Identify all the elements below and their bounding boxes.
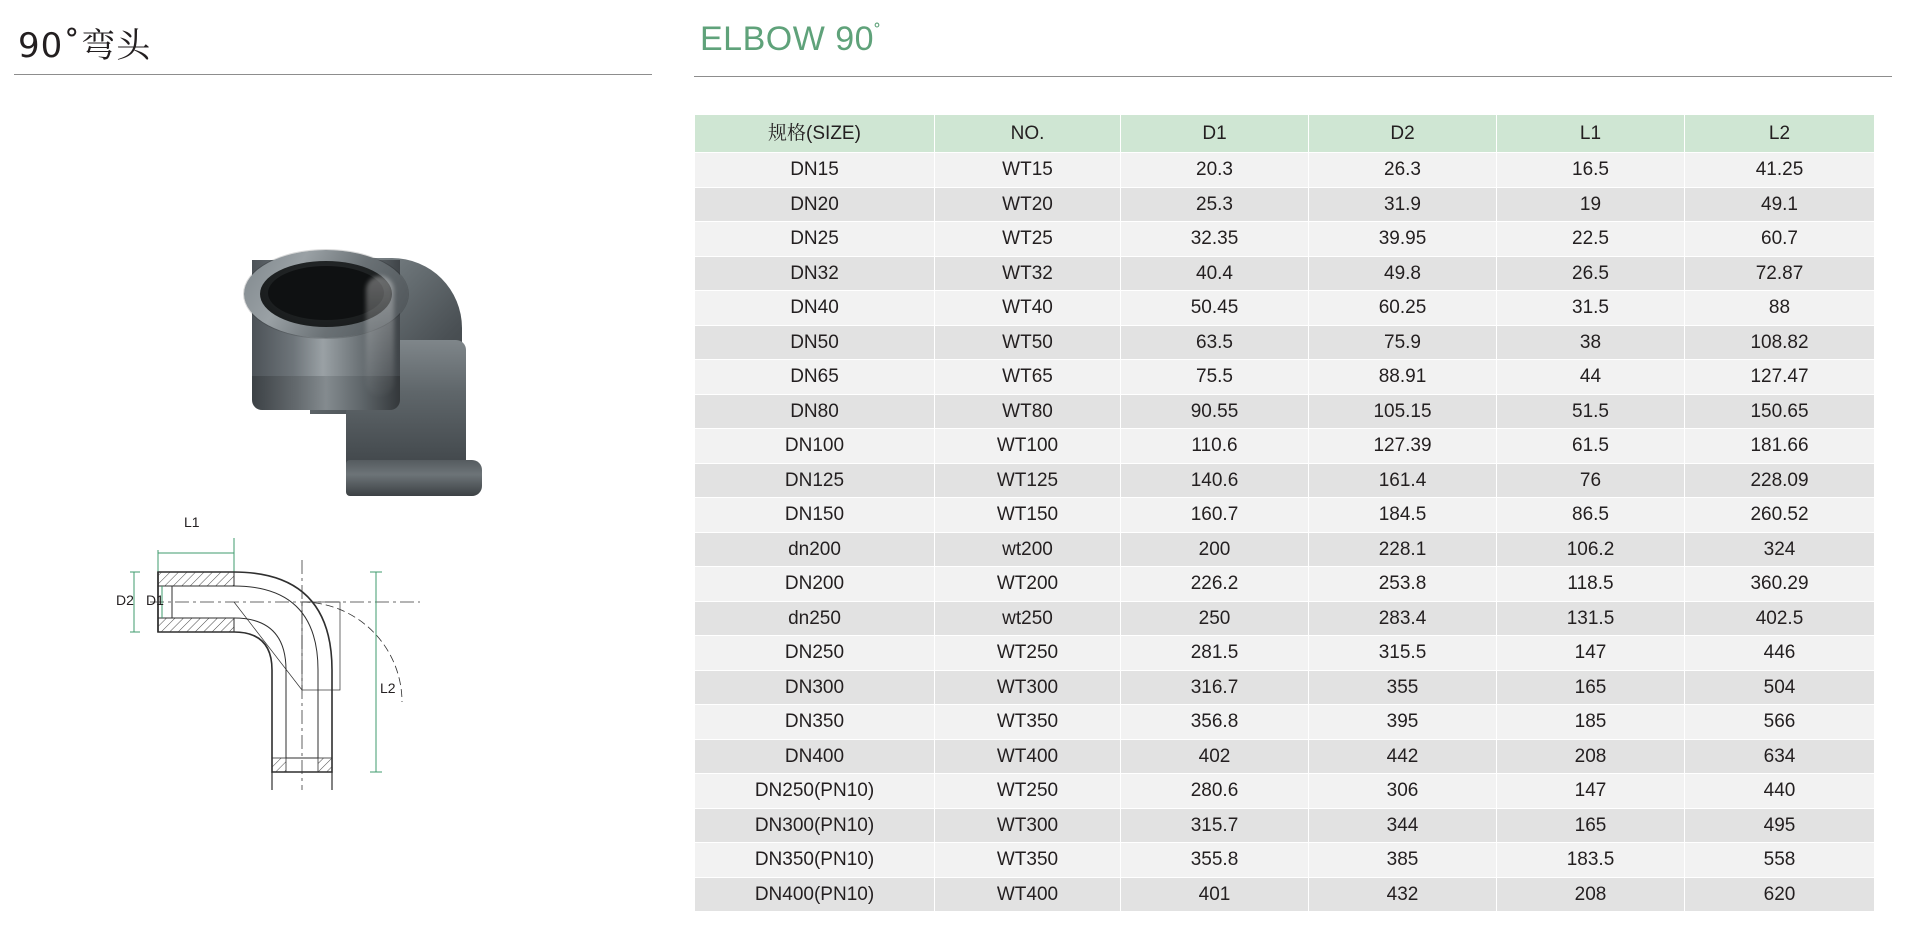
cell-size: dn200 — [695, 532, 935, 567]
cell-d1: 20.3 — [1121, 153, 1309, 188]
cell-size: dn250 — [695, 601, 935, 636]
technical-drawing — [116, 514, 540, 850]
cell-no: WT15 — [935, 153, 1121, 188]
cell-d2: 49.8 — [1309, 256, 1497, 291]
cell-l2: 41.25 — [1685, 153, 1875, 188]
cell-d1: 316.7 — [1121, 670, 1309, 705]
divider-right — [694, 76, 1892, 77]
cell-no: WT300 — [935, 808, 1121, 843]
degree-symbol: ˚ — [874, 22, 882, 44]
table-row — [695, 670, 1875, 705]
dimension-label-l1: L1 — [184, 514, 200, 530]
cell-l2: 324 — [1685, 532, 1875, 567]
cell-d2: 344 — [1309, 808, 1497, 843]
cell-d1: 63.5 — [1121, 325, 1309, 360]
cell-no: WT250 — [935, 774, 1121, 809]
cell-no: WT250 — [935, 636, 1121, 671]
cell-l1: 147 — [1497, 774, 1685, 809]
cell-l2: 566 — [1685, 705, 1875, 740]
page-title-en — [700, 20, 881, 59]
divider-left — [14, 74, 652, 75]
cell-size: DN350(PN10) — [695, 843, 935, 878]
cell-d2: 26.3 — [1309, 153, 1497, 188]
cell-size: DN80 — [695, 394, 935, 429]
cell-l1: 38 — [1497, 325, 1685, 360]
cell-d1: 315.7 — [1121, 808, 1309, 843]
table-row — [695, 463, 1875, 498]
cell-l1: 16.5 — [1497, 153, 1685, 188]
cell-d1: 50.45 — [1121, 291, 1309, 326]
cell-l1: 118.5 — [1497, 567, 1685, 602]
cell-l1: 106.2 — [1497, 532, 1685, 567]
cell-no: WT32 — [935, 256, 1121, 291]
cell-size: DN65 — [695, 360, 935, 395]
table-row — [695, 153, 1875, 188]
cell-d2: 161.4 — [1309, 463, 1497, 498]
cell-size: DN400(PN10) — [695, 877, 935, 912]
cell-l2: 181.66 — [1685, 429, 1875, 464]
spec-table-head — [695, 115, 1875, 153]
cell-no: WT50 — [935, 325, 1121, 360]
cell-d2: 31.9 — [1309, 187, 1497, 222]
cell-d1: 280.6 — [1121, 774, 1309, 809]
table-row — [695, 360, 1875, 395]
cell-d2: 432 — [1309, 877, 1497, 912]
cell-d1: 200 — [1121, 532, 1309, 567]
cell-l1: 131.5 — [1497, 601, 1685, 636]
cell-l2: 440 — [1685, 774, 1875, 809]
table-row — [695, 187, 1875, 222]
table-row — [695, 325, 1875, 360]
cell-d2: 395 — [1309, 705, 1497, 740]
cell-l1: 31.5 — [1497, 291, 1685, 326]
cell-d2: 88.91 — [1309, 360, 1497, 395]
cell-d2: 228.1 — [1309, 532, 1497, 567]
spec-table-wrapper — [694, 114, 1874, 912]
cell-d2: 127.39 — [1309, 429, 1497, 464]
table-row — [695, 808, 1875, 843]
cell-l2: 127.47 — [1685, 360, 1875, 395]
spec-table-body — [695, 153, 1875, 912]
table-row — [695, 739, 1875, 774]
cell-size: DN15 — [695, 153, 935, 188]
cell-l2: 360.29 — [1685, 567, 1875, 602]
cell-no: WT400 — [935, 739, 1121, 774]
table-row — [695, 256, 1875, 291]
cell-d1: 140.6 — [1121, 463, 1309, 498]
cell-l1: 22.5 — [1497, 222, 1685, 257]
cell-d1: 25.3 — [1121, 187, 1309, 222]
cell-d1: 401 — [1121, 877, 1309, 912]
cell-l1: 51.5 — [1497, 394, 1685, 429]
column-header-l1: L1 — [1497, 115, 1685, 153]
table-row — [695, 498, 1875, 533]
cell-no: WT65 — [935, 360, 1121, 395]
cell-size: DN300 — [695, 670, 935, 705]
cell-l1: 185 — [1497, 705, 1685, 740]
cell-d2: 105.15 — [1309, 394, 1497, 429]
table-row — [695, 222, 1875, 257]
table-row — [695, 429, 1875, 464]
cell-no: WT100 — [935, 429, 1121, 464]
dimension-label-l2: L2 — [380, 680, 396, 696]
cell-size: DN300(PN10) — [695, 808, 935, 843]
cell-no: WT350 — [935, 705, 1121, 740]
cell-d1: 32.35 — [1121, 222, 1309, 257]
cell-l2: 108.82 — [1685, 325, 1875, 360]
cell-l1: 26.5 — [1497, 256, 1685, 291]
cell-d1: 110.6 — [1121, 429, 1309, 464]
dimension-label-d2: D2 — [116, 592, 134, 608]
column-header-d1: D1 — [1121, 115, 1309, 153]
cell-l2: 402.5 — [1685, 601, 1875, 636]
column-header-d2: D2 — [1309, 115, 1497, 153]
cell-l2: 620 — [1685, 877, 1875, 912]
cell-l2: 88 — [1685, 291, 1875, 326]
spec-table — [694, 114, 1875, 912]
cell-size: DN125 — [695, 463, 935, 498]
cell-d1: 355.8 — [1121, 843, 1309, 878]
table-row — [695, 291, 1875, 326]
cell-size: DN100 — [695, 429, 935, 464]
cell-d2: 306 — [1309, 774, 1497, 809]
table-row — [695, 601, 1875, 636]
cell-l2: 49.1 — [1685, 187, 1875, 222]
cell-l2: 228.09 — [1685, 463, 1875, 498]
cell-size: DN20 — [695, 187, 935, 222]
cell-d2: 315.5 — [1309, 636, 1497, 671]
cell-d2: 385 — [1309, 843, 1497, 878]
cell-no: WT20 — [935, 187, 1121, 222]
cell-l1: 165 — [1497, 808, 1685, 843]
cell-d1: 40.4 — [1121, 256, 1309, 291]
cell-d2: 184.5 — [1309, 498, 1497, 533]
cell-no: WT125 — [935, 463, 1121, 498]
table-row — [695, 532, 1875, 567]
cell-size: DN200 — [695, 567, 935, 602]
page-title-cn: 90˚弯头 — [18, 26, 152, 66]
cell-l1: 183.5 — [1497, 843, 1685, 878]
table-header-row — [695, 115, 1875, 153]
table-row — [695, 843, 1875, 878]
left-column — [0, 0, 672, 943]
cell-d2: 253.8 — [1309, 567, 1497, 602]
page-title-en-text: ELBOW 90 — [700, 20, 875, 58]
cell-l1: 86.5 — [1497, 498, 1685, 533]
cell-d2: 60.25 — [1309, 291, 1497, 326]
cell-no: wt200 — [935, 532, 1121, 567]
table-row — [695, 705, 1875, 740]
cell-l2: 495 — [1685, 808, 1875, 843]
cell-l2: 558 — [1685, 843, 1875, 878]
cell-d1: 75.5 — [1121, 360, 1309, 395]
cell-l1: 76 — [1497, 463, 1685, 498]
cell-d2: 283.4 — [1309, 601, 1497, 636]
cell-l2: 260.52 — [1685, 498, 1875, 533]
cell-d1: 402 — [1121, 739, 1309, 774]
cell-l1: 147 — [1497, 636, 1685, 671]
dimension-label-d1: D1 — [146, 592, 164, 608]
cell-d1: 226.2 — [1121, 567, 1309, 602]
cell-no: WT40 — [935, 291, 1121, 326]
table-row — [695, 567, 1875, 602]
cell-l1: 165 — [1497, 670, 1685, 705]
product-photo — [120, 130, 540, 420]
cell-l2: 504 — [1685, 670, 1875, 705]
cell-no: WT150 — [935, 498, 1121, 533]
right-column — [672, 0, 1920, 943]
cell-d1: 356.8 — [1121, 705, 1309, 740]
cell-size: DN150 — [695, 498, 935, 533]
cell-no: WT300 — [935, 670, 1121, 705]
cell-size: DN40 — [695, 291, 935, 326]
cell-size: DN250 — [695, 636, 935, 671]
table-row — [695, 636, 1875, 671]
cell-size: DN400 — [695, 739, 935, 774]
cell-size: DN32 — [695, 256, 935, 291]
cell-d2: 355 — [1309, 670, 1497, 705]
cell-size: DN25 — [695, 222, 935, 257]
column-header-no: NO. — [935, 115, 1121, 153]
cell-l2: 150.65 — [1685, 394, 1875, 429]
cell-l2: 60.7 — [1685, 222, 1875, 257]
table-row — [695, 877, 1875, 912]
cell-d1: 250 — [1121, 601, 1309, 636]
cell-l2: 446 — [1685, 636, 1875, 671]
cell-l2: 634 — [1685, 739, 1875, 774]
cell-no: WT400 — [935, 877, 1121, 912]
cell-size: DN350 — [695, 705, 935, 740]
cell-l2: 72.87 — [1685, 256, 1875, 291]
cell-size: DN50 — [695, 325, 935, 360]
cell-size: DN250(PN10) — [695, 774, 935, 809]
cell-no: WT200 — [935, 567, 1121, 602]
cell-no: WT80 — [935, 394, 1121, 429]
cell-d1: 90.55 — [1121, 394, 1309, 429]
cell-no: wt250 — [935, 601, 1121, 636]
cell-d2: 442 — [1309, 739, 1497, 774]
cell-d1: 160.7 — [1121, 498, 1309, 533]
cell-d2: 75.9 — [1309, 325, 1497, 360]
cell-l1: 44 — [1497, 360, 1685, 395]
table-row — [695, 774, 1875, 809]
cell-d1: 281.5 — [1121, 636, 1309, 671]
cell-d2: 39.95 — [1309, 222, 1497, 257]
table-row — [695, 394, 1875, 429]
cell-l1: 208 — [1497, 739, 1685, 774]
cell-no: WT25 — [935, 222, 1121, 257]
column-header-size: 规格(SIZE) — [695, 115, 935, 153]
cell-l1: 208 — [1497, 877, 1685, 912]
highlight-gloss — [366, 276, 394, 396]
cell-no: WT350 — [935, 843, 1121, 878]
elbow-horizontal-socket — [346, 460, 482, 496]
cell-l1: 61.5 — [1497, 429, 1685, 464]
column-header-l2: L2 — [1685, 115, 1875, 153]
cell-l1: 19 — [1497, 187, 1685, 222]
